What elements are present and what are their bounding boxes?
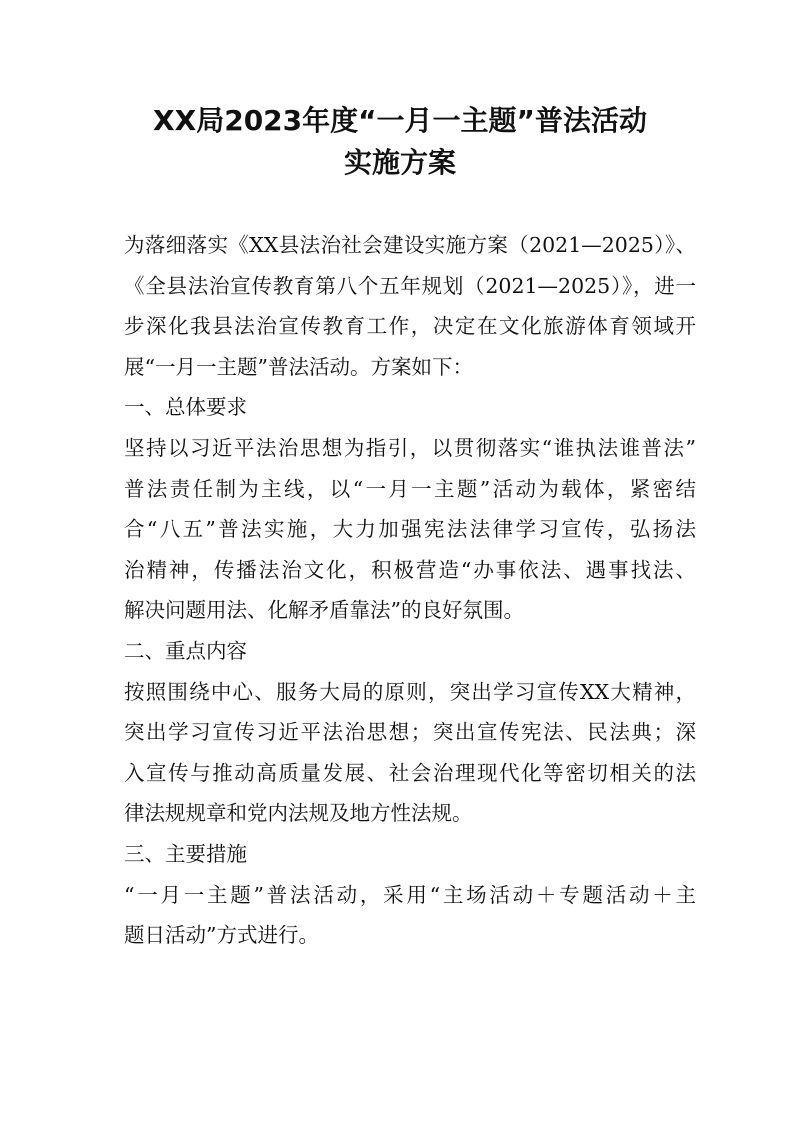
body-line: 普法责任制为主线，以“一月一主题”活动为载体，紧密结 (124, 476, 696, 501)
body-line: 步深化我县法治宣传教育工作，决定在文化旅游体育领域开 (124, 314, 696, 339)
body-line: 解决问题用法、化解矛盾靠法”的良好氛围。 (124, 598, 524, 623)
body-line: 展“一月一主题”普法活动。方案如下： (124, 354, 473, 379)
body-line: 突出学习宣传习近平法治思想；突出宣传宪法、民法典；深 (124, 720, 696, 745)
body-line: 按照围绕中心、服务大局的原则，突出学习宣传XX大精神， (124, 679, 696, 704)
document-title-line-2: 实施方案 (343, 146, 456, 179)
section-heading-2: 二、重点内容 (124, 638, 247, 663)
body-line: 入宣传与推动高质量发展、社会治理现代化等密切相关的法 (124, 760, 696, 785)
document-body (124, 225, 704, 956)
body-line: 律法规规章和党内法规及地方性法规。 (124, 801, 473, 826)
body-line: “一月一主题”普法活动，采用“主场活动＋专题活动＋主 (124, 882, 696, 907)
body-line: 坚持以习近平法治思想为指引，以贯彻落实“谁执法谁普法” (124, 435, 696, 460)
body-line: 《全县法治宣传教育第八个五年规划（2021—2025）》，进一 (124, 273, 696, 298)
body-line: 为落细落实《XX县法治社会建设实施方案（2021—2025）》、 (124, 233, 696, 257)
document-title-line-1: XX局2023年度“一月一主题”普法活动 (153, 104, 647, 137)
section-heading-1: 一、总体要求 (124, 395, 247, 420)
body-line: 治精神，传播法治文化，积极营造“办事依法、遇事找法、 (124, 557, 696, 582)
body-line: 题日活动”方式进行。 (124, 923, 319, 948)
body-line: 合“八五”普法实施，大力加强宪法法律学习宣传，弘扬法 (124, 517, 696, 542)
section-heading-3: 三、主要措施 (124, 841, 247, 866)
